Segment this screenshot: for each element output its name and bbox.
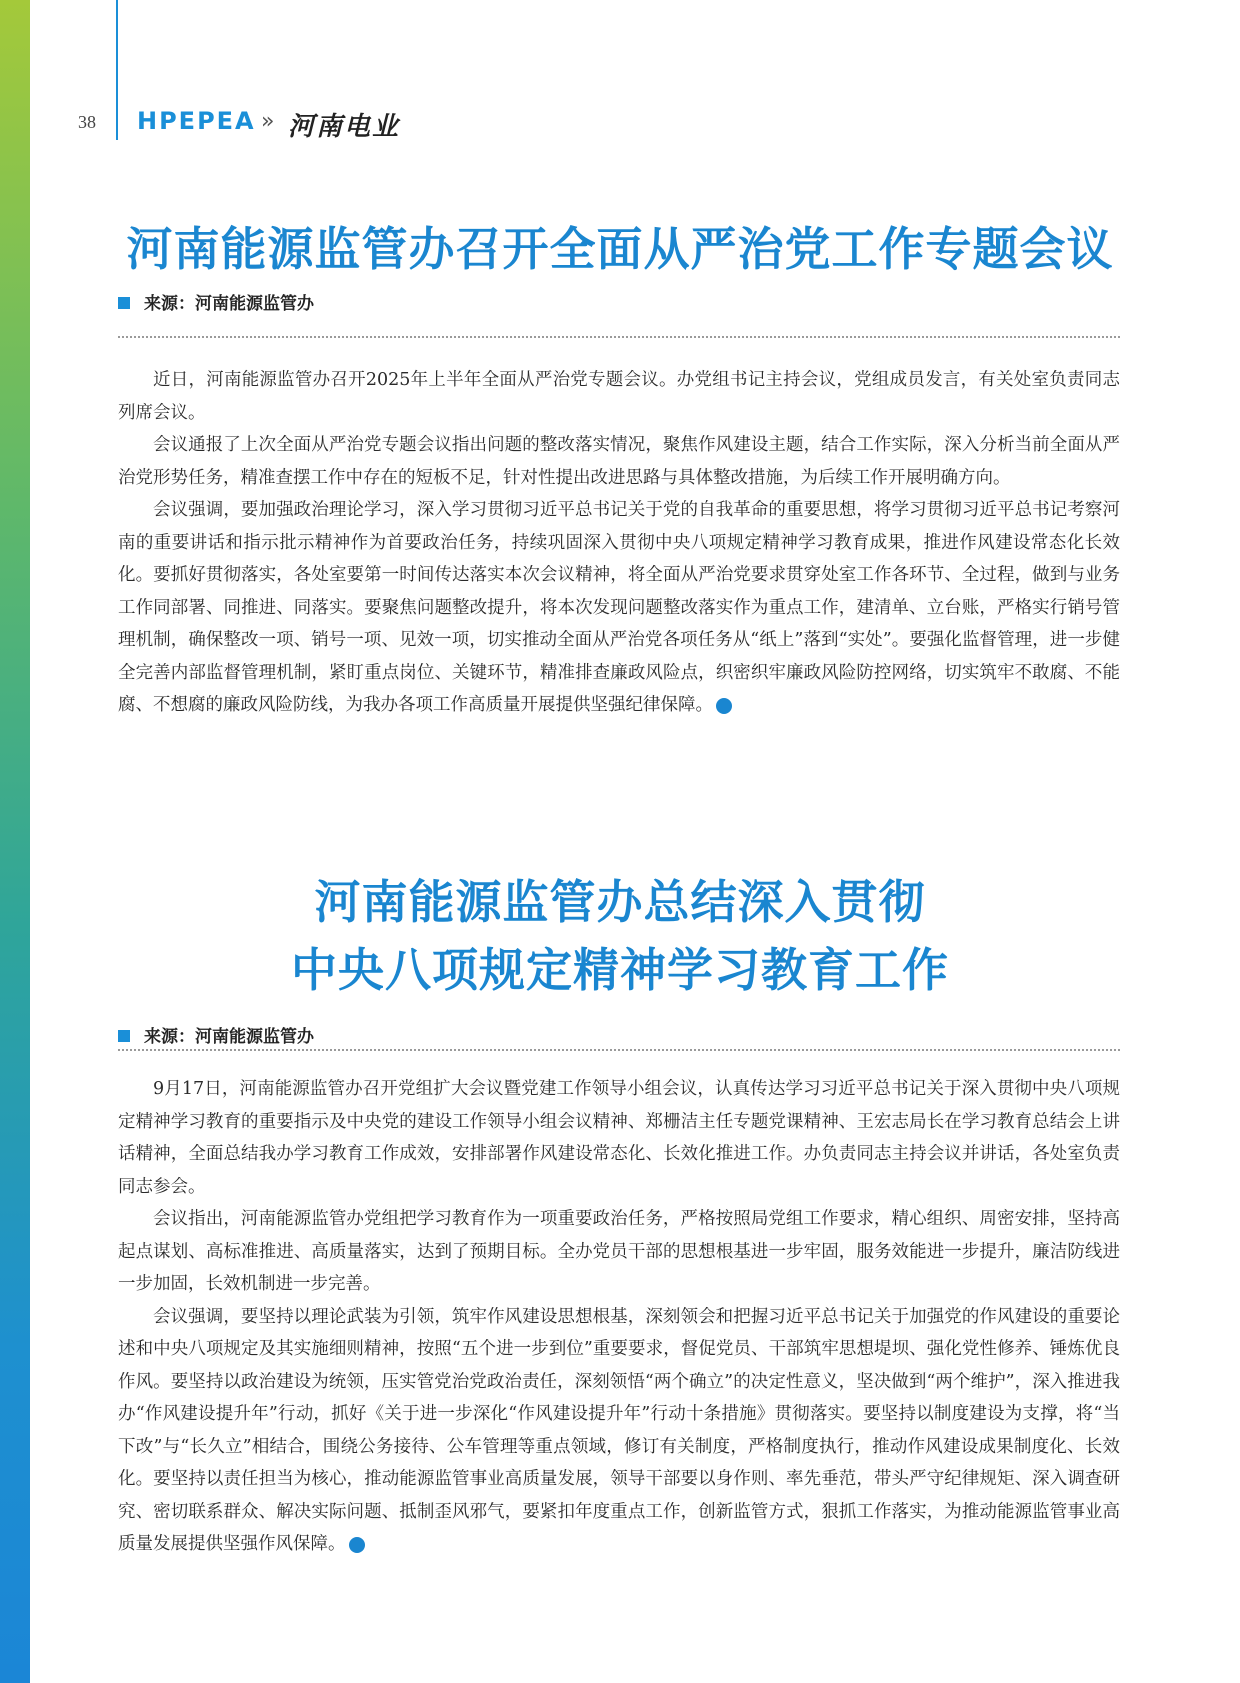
double-chevron-icon: » xyxy=(261,109,275,134)
source-value: 河南能源监管办 xyxy=(195,1027,314,1047)
article-1-paragraph xyxy=(118,494,1120,722)
article-2-paragraph-text: 会议强调，要坚持以理论武装为引领，筑牢作风建设思想根基，深刻领会和把握习近平总书记关于加强党的作风建设的重要论述和中央八项规定及其实施细则精神，按照“五个进一步到位”重要要求，督促党员、干部筑牢思想堤坝、强化党性修养、锤炼优良作风。要坚持以政治建设为统领，压实管党治党政治责任，深刻领悟“两个确立”的决定性意义，坚决做到“两个维护”，深入推进我办“作风建设提升年”行动，抓好《关于进一步深化“作风建设提升年”行动十条措施》贯彻落实。要坚持以制度建设为支撑，将“当下改”与“长久立”相结合，围绕公务接待、公车管理等重点领域，修订有关制度，严格制度执行，推动作风建设成果制度化、长效化。要坚持以责任担当为核心，推动能源监管事业高质量发展，领导干部要以身作则、率先垂范，带头严守纪律规矩、深入调查研究、密切联系群众、解决实际问题、抵制歪风邪气，要紧扣年度重点工作，创新监管方式，狠抓工作落实，为推动能源监管事业高质量发展提供坚强作风保障。 xyxy=(118,1306,1120,1554)
article-end-icon: 电 xyxy=(716,698,732,714)
article-2-title xyxy=(110,868,1130,1004)
article-2-title-line: 河南能源监管办总结深入贯彻 xyxy=(314,875,926,929)
article-2-body xyxy=(118,1073,1120,1561)
article-end-icon: 电 xyxy=(349,1537,365,1553)
article-1-body xyxy=(118,364,1120,722)
article-2-paragraph: 会议指出，河南能源监管办党组把学习教育作为一项重要政治任务，严格按照局党组工作要求，精心组织、周密安排，坚持高起点谋划、高标准推进、高质量落实，达到了预期目标。全办党员干部的思想根基进一步牢固，服务效能进一步提升，廉洁防线进一步加固，长效机制进一步完善。 xyxy=(118,1209,1120,1294)
article-1-divider xyxy=(118,336,1120,338)
article-2-paragraph: 9月17日，河南能源监管办召开党组扩大会议暨党建工作领导小组会议，认真传达学习习近平总书记关于深入贯彻中央八项规定精神学习教育的重要指示及中央党的建设工作领导小组会议精神、郑栅洁主任专题党课精神、王宏志局长在学习教育总结会上讲话精神，全面总结我办学习教育工作成效，安排部署作风建设常态化、长效化推进工作。办负责同志主持会议并讲话，各处室负责同志参会。 xyxy=(118,1079,1120,1197)
article-1-title-line: 河南能源监管办召开全面从严治党工作专题会议 xyxy=(126,222,1114,276)
article-2-title-line: 中央八项规定精神学习教育工作 xyxy=(291,943,949,997)
header-divider xyxy=(116,0,118,140)
magazine-logo-en: HPEPEA xyxy=(137,107,256,135)
source-label: 来源： xyxy=(144,1027,195,1047)
article-2-paragraph xyxy=(118,1301,1120,1561)
article-1-source xyxy=(118,289,1118,319)
article-1-paragraph: 近日，河南能源监管办召开2025年上半年全面从严治党专题会议。办党组书记主持会议，党组成员发言，有关处室负责同志列席会议。 xyxy=(118,370,1120,423)
source-value: 河南能源监管办 xyxy=(195,294,314,314)
magazine-logo-cn: 河南电业 xyxy=(288,112,401,142)
article-2-divider xyxy=(118,1049,1120,1051)
source-label: 来源： xyxy=(144,294,195,314)
article-1-paragraph-text: 会议强调，要加强政治理论学习，深入学习贯彻习近平总书记关于党的自我革命的重要思想，将学习贯彻习近平总书记考察河南的重要讲话和指示批示精神作为首要政治任务，持续巩固深入贯彻中央八项规定精神学习教育成果，推进作风建设常态化长效化。要抓好贯彻落实，各处室要第一时间传达落实本次会议精神，将全面从严治党要求贯穿处室工作各环节、全过程，做到与业务工作同部署、同推进、同落实。要聚焦问题整改提升，将本次发现问题整改落实作为重点工作，建清单、立台账，严格实行销号管理机制，确保整改一项、销号一项、见效一项，切实推动全面从严治党各项任务从“纸上”落到“实处”。要强化监督管理，进一步健全完善内部监督管理机制，紧盯重点岗位、关键环节，精准排查廉政风险点，织密织牢廉政风险防控网络，切实筑牢不敢腐、不能腐、不想腐的廉政风险防线，为我办各项工作高质量开展提供坚强纪律保障。 xyxy=(118,500,1120,715)
decorative-side-bar xyxy=(0,0,30,1683)
article-1-paragraph: 会议通报了上次全面从严治党专题会议指出问题的整改落实情况，聚焦作风建设主题，结合工作实际，深入分析当前全面从严治党形势任务，精准查摆工作中存在的短板不足，针对性提出改进思路与具体整改措施，为后续工作开展明确方向。 xyxy=(118,435,1120,488)
article-1-title xyxy=(110,213,1130,279)
square-bullet-icon xyxy=(118,297,130,309)
article-2-source xyxy=(118,1022,1118,1052)
page-number: 38 xyxy=(78,112,96,132)
square-bullet-icon xyxy=(118,1030,130,1042)
